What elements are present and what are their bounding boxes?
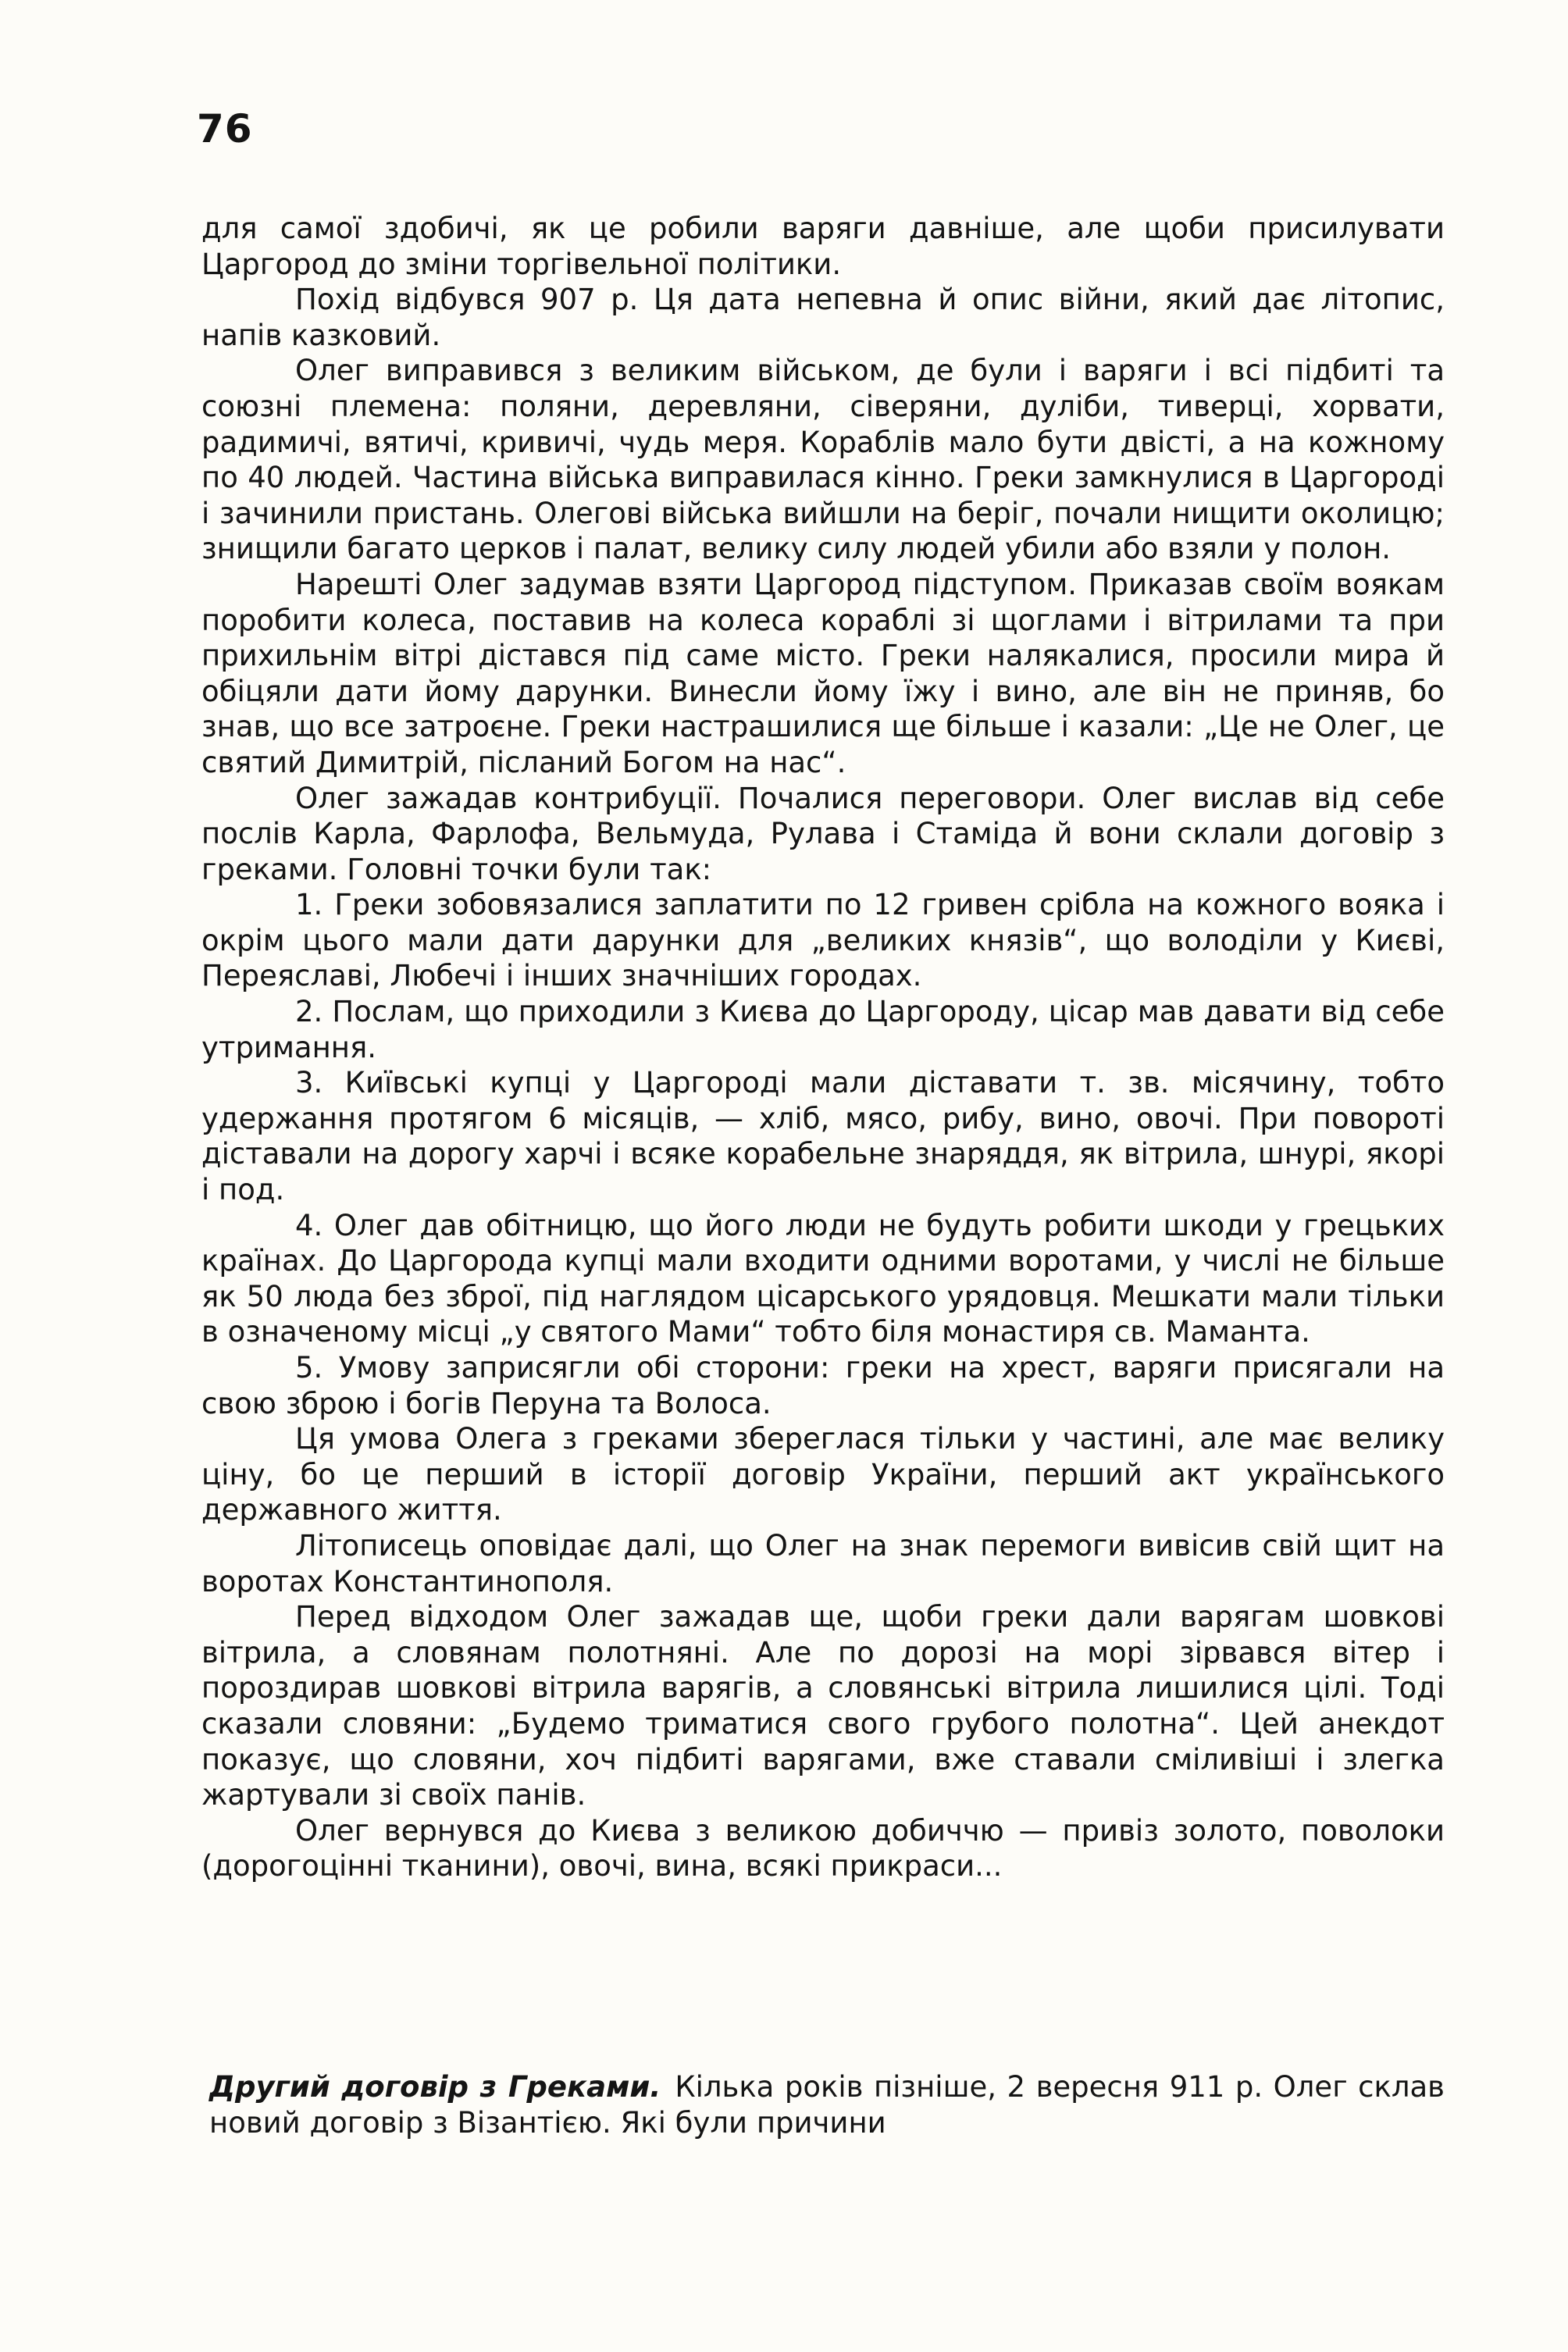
page-number: 76 — [197, 106, 253, 151]
treaty-point: 3. Київські купці у Царгороді мали діставати т. зв. місячину, тобто удержання протягом 6 місяців, — хліб, мясо, рибу, вино, овочі. При повороті діставали на дорогу харчі і всяке корабельне знаряддя, як вітрила, шнурі, якорі і под. — [201, 1066, 1445, 1207]
paragraph: для самої здобичі, як це робили варяги давніше, але щоби присилувати Царгород до зміни торгівельної політики. — [201, 212, 1445, 281]
treaty-point: 2. Послам, що приходили з Києва до Царгороду, цісар мав давати від себе утримання. — [201, 995, 1445, 1064]
treaty-point: 1. Греки зобовязалися заплатити по 12 гривен срібла на кожного вояка і окрім цього мали дати дарунки для „великих князів“, що володіли у Києві, Переяславі, Любечі і інших значніших городах. — [201, 888, 1445, 993]
section-title: Другий договір з Греками. — [209, 2070, 661, 2104]
paragraph: Перед відходом Олег зажадав ще, щоби греки дали варягам шовкові вітрила, а словянам полотняні. Але по дорозі на морі зірвався вітер і пороздирав шовкові вітрила варягів, а словянські вітрила лишилися цілі. Тоді сказали словяни: „Будемо триматися свого грубого полотна“. Цей анекдот показує, що словяни, хоч підбиті варягами, вже ставали сміливіші і злегка жартували зі своїх панів. — [201, 1600, 1445, 1812]
paragraph: Олег зажадав контрибуції. Почалися переговори. Олег вислав від себе послів Карла, Фарлофа, Вельмуда, Рулава і Стаміда й вони склали договір з греками. Головні точки були так: — [201, 781, 1445, 886]
treaty-point: 4. Олег дав обітницю, що його люди не будуть робити шкоди у грецьких країнах. До Царгорода купці мали входити одними воротами, у числі не більше як 50 люда без зброї, під наглядом цісарського урядовця. Мешкати мали тільки в означеному місці „у святого Мами“ тобто біля монастиря св. Маманта. — [201, 1208, 1445, 1349]
paragraph: Олег виправився з великим військом, де були і варяги і всі підбиті та союзні племена: поляни, деревляни, сіверяни, дуліби, тиверці, хорвати, радимичі, вятичі, кривичі, чудь меря. Кораблів мало бути двісті, а на кожному по 40 людей. Частина війська виправилася кінно. Греки замкнулися в Царгороді і зачинили пристань. Олегові війська вийшли на беріг, почали нищити околицю; знищили багато церков і палат, велику силу людей убили або взяли у полон. — [201, 354, 1445, 566]
paragraph: Похід відбувся 907 р. Ця дата непевна й опис війни, який дає літопис, напів казковий. — [201, 283, 1445, 352]
paragraph: Ця умова Олега з греками збереглася тільки у частині, але має велику ціну, бо це перший в історії договір України, перший акт українського державного життя. — [201, 1422, 1445, 1527]
main-text — [201, 211, 1445, 1884]
section-second-treaty — [209, 2069, 1445, 2141]
paragraph: Нарешті Олег задумав взяти Царгород підступом. Приказав своїм воякам поробити колеса, поставив на колеса кораблі зі щоглами і вітрилами та при прихильнім вітрі дістався під саме місто. Греки налякалися, просили мира й обіцяли дати йому дарунки. Винесли йому їжу і вино, але він не приняв, бо знав, що все затроєне. Греки настрашилися ще більше і казали: „Це не Олег, це святий Димитрій, післаний Богом на нас“. — [201, 567, 1445, 779]
section-paragraph — [209, 2069, 1445, 2141]
treaty-point: 5. Умову заприсягли обі сторони: греки на хрест, варяги присягали на свою зброю і богів Перуна та Волоса. — [201, 1351, 1445, 1420]
section-text: Кілька років пізніше, 2 вересня 911 р. Олег склав новий договір з Візантією. Які були причини — [209, 2070, 1445, 2140]
paragraph: Літописець оповідає далі, що Олег на знак перемоги вивісив свій щит на воротах Константинополя. — [201, 1528, 1445, 1598]
paragraph: Олег вернувся до Києва з великою добиччю — привіз золото, поволоки (дорогоцінні тканини), овочі, вина, всякі прикраси... — [201, 1813, 1445, 1883]
